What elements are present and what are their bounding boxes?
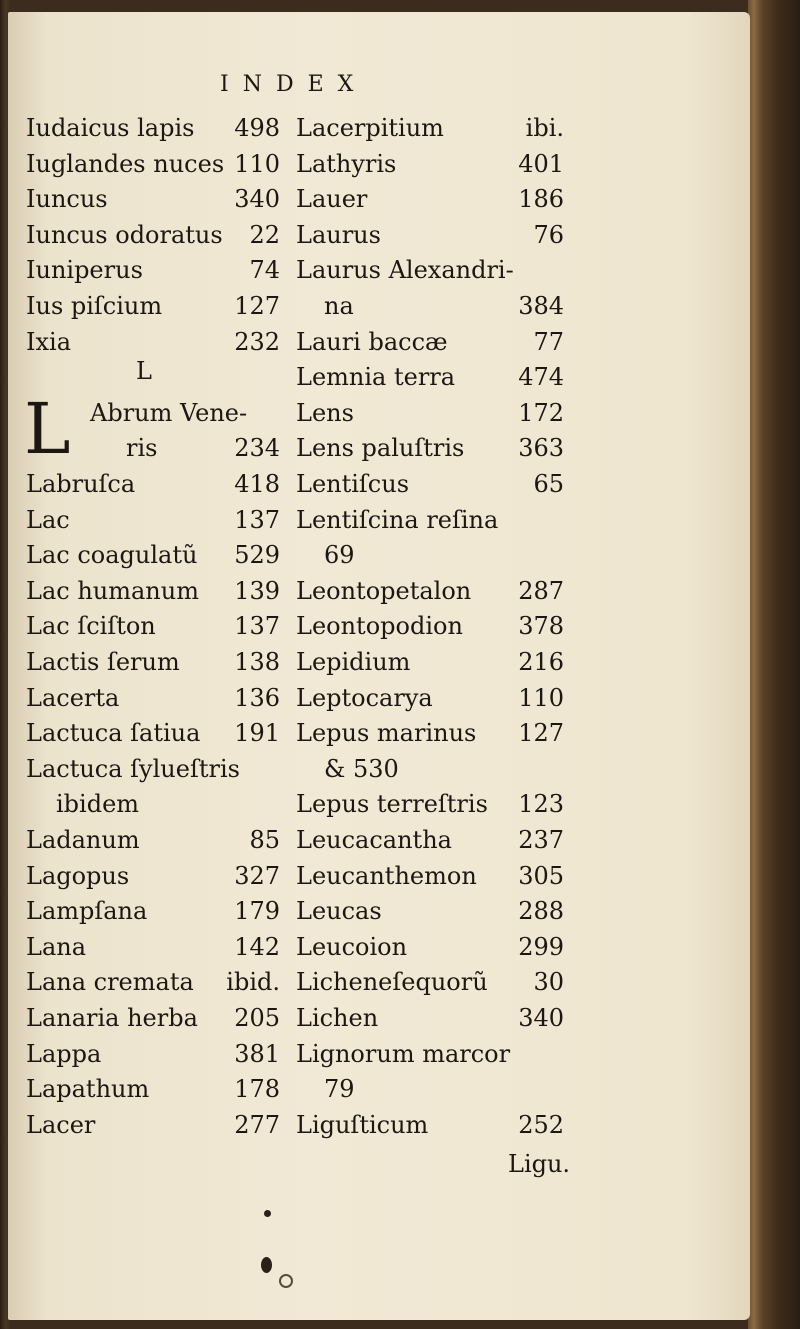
entry-term: Leontopetalon — [296, 576, 472, 605]
entry-page-number: 529 — [234, 541, 280, 570]
entry-term: Lichen — [296, 1004, 379, 1032]
entry-term: Lignorum marcor — [296, 1039, 511, 1068]
entry-term: Ius piſcium — [26, 292, 163, 320]
entry-page-number: 74 — [249, 256, 280, 285]
entry-term: & 530 — [324, 754, 399, 783]
right-index-entry — [8, 644, 750, 680]
entry-page-number: 137 — [234, 612, 280, 641]
entry-term: Lapathum — [26, 1075, 150, 1104]
entry-page-number: 340 — [518, 1004, 564, 1032]
entry-term: Lacerpitium — [296, 114, 444, 142]
entry-page-number: 127 — [518, 719, 564, 748]
right-index-entry — [8, 1000, 750, 1036]
catchword: Ligu. — [508, 1150, 571, 1178]
entry-term: Lepidium — [296, 648, 411, 676]
entry-page-number: 287 — [518, 576, 564, 605]
right-index-entry — [8, 608, 750, 644]
entry-term: Iuncus — [26, 185, 108, 214]
entry-page-number: 378 — [518, 612, 564, 641]
right-index-entry — [8, 430, 750, 466]
entry-term: ibidem — [56, 790, 140, 819]
entry-term: Laurus Alexandri- — [296, 256, 514, 285]
entry-page-number: 85 — [249, 826, 280, 854]
entry-page-number: 381 — [234, 1039, 280, 1068]
entry-term: Iuncus odoratus — [26, 220, 223, 249]
entry-term: Lens — [296, 398, 354, 427]
right-index-entry — [8, 964, 750, 1000]
entry-term: Leontopodion — [296, 612, 463, 641]
entry-page-number: 237 — [518, 826, 564, 854]
entry-term: Lemnia terra — [296, 363, 456, 392]
entry-page-number: 498 — [234, 114, 280, 142]
page-header: INDEX — [220, 72, 368, 97]
entry-term: Lactuca ſylueſtris — [26, 754, 240, 783]
entry-term: Lana — [26, 932, 87, 961]
entry-term: na — [324, 292, 354, 320]
entry-page-number: 22 — [249, 220, 280, 249]
entry-term: Lens paluſtris — [296, 434, 465, 463]
entry-term: Leptocarya — [296, 683, 433, 712]
entry-page-number: 234 — [234, 434, 280, 463]
entry-term: Lactis ſerum — [26, 648, 180, 676]
entry-page-number: 110 — [234, 149, 280, 178]
entry-term: Lac — [26, 505, 70, 534]
entry-page-number: 363 — [518, 434, 564, 463]
entry-term: Leucas — [296, 897, 382, 926]
entry-term: Leucanthemon — [296, 861, 477, 890]
entry-term: Ladanum — [26, 826, 140, 854]
right-index-entry — [8, 217, 750, 253]
entry-term: Lauer — [296, 185, 368, 214]
entry-term: Abrum Vene- — [90, 398, 248, 427]
entry-term: 69 — [324, 541, 355, 570]
entry-term: Lacerta — [26, 683, 120, 712]
entry-term: Leucacantha — [296, 826, 452, 854]
entry-term: Lac coagulatũ — [26, 541, 198, 570]
entry-term: Ixia — [26, 327, 71, 356]
entry-page-number: 327 — [234, 861, 280, 890]
entry-page-number: 232 — [234, 327, 280, 356]
entry-term: Lentiſcina reſina — [296, 505, 499, 534]
entry-page-number: 277 — [234, 1110, 280, 1139]
ink-spot — [261, 1257, 272, 1273]
right-index-entry — [8, 466, 750, 502]
right-index-entry — [8, 680, 750, 716]
entry-page-number: 179 — [234, 897, 280, 926]
entry-term: Leucoion — [296, 932, 408, 961]
right-index-entry — [8, 359, 750, 395]
entry-term: Lepus marinus — [296, 719, 477, 748]
entry-term: Lampſana — [26, 897, 148, 926]
entry-page-number: 76 — [533, 220, 564, 249]
entry-term: Iuglandes nuces — [26, 149, 225, 178]
entry-term: Licheneſequorũ — [296, 968, 488, 997]
entry-term: Lac humanum — [26, 576, 199, 605]
entry-page-number: 123 — [518, 790, 564, 819]
right-index-entry — [8, 110, 750, 146]
right-index-entry — [8, 1036, 750, 1072]
entry-page-number: 139 — [234, 576, 280, 605]
entry-page-number: 30 — [533, 968, 564, 997]
right-index-entry — [8, 537, 750, 573]
entry-term: Lappa — [26, 1039, 102, 1068]
right-index-entry — [8, 858, 750, 894]
page — [8, 12, 750, 1320]
entry-page-number: 305 — [518, 861, 564, 890]
right-index-entry — [8, 288, 750, 324]
right-index-entry — [8, 929, 750, 965]
entry-page-number: 299 — [518, 932, 564, 961]
entry-term: Lac ſciſton — [26, 612, 156, 641]
entry-term: Lepus terreſtris — [296, 790, 488, 819]
entry-page-number: 252 — [518, 1110, 564, 1139]
right-index-entry — [8, 751, 750, 787]
entry-page-number: 138 — [234, 648, 280, 676]
entry-term: Lactuca ſatiua — [26, 719, 201, 748]
drop-capital: L — [24, 388, 71, 470]
entry-page-number: 172 — [518, 398, 564, 427]
entry-page-number: 191 — [234, 719, 280, 748]
entry-page-number: 401 — [518, 149, 564, 178]
right-index-entry — [8, 786, 750, 822]
entry-page-number: 136 — [234, 683, 280, 712]
section-letter: L — [136, 357, 152, 385]
entry-page-number: 110 — [518, 683, 564, 712]
right-index-entry — [8, 146, 750, 182]
right-index-entry — [8, 252, 750, 288]
entry-term: ris — [126, 434, 158, 463]
entry-term: Lanaria herba — [26, 1004, 198, 1032]
entry-page-number: 178 — [234, 1075, 280, 1104]
entry-page-number: 384 — [518, 292, 564, 320]
ink-spot — [264, 1210, 271, 1217]
entry-page-number: ibid. — [226, 968, 280, 997]
entry-term: Lagopus — [26, 861, 130, 890]
ink-spot — [279, 1274, 293, 1288]
entry-page-number: 142 — [234, 932, 280, 961]
entry-term: Liguſticum — [296, 1110, 429, 1139]
right-index-entry — [8, 573, 750, 609]
entry-term: Lacer — [26, 1110, 96, 1139]
right-index-entry — [8, 502, 750, 538]
right-index-entry — [8, 893, 750, 929]
entry-page-number: 137 — [234, 505, 280, 534]
entry-term: Lauri baccæ — [296, 327, 448, 356]
right-index-entry — [8, 395, 750, 431]
entry-page-number: 418 — [234, 470, 280, 498]
right-index-entry — [8, 1107, 750, 1143]
right-index-entry — [8, 1071, 750, 1107]
entry-page-number: 216 — [518, 648, 564, 676]
entry-term: Lana cremata — [26, 968, 194, 997]
entry-term: Labruſca — [26, 470, 136, 498]
entry-term: Laurus — [296, 220, 381, 249]
entry-page-number: 340 — [234, 185, 280, 214]
entry-page-number: 288 — [518, 897, 564, 926]
right-index-entry — [8, 715, 750, 751]
entry-page-number: ibi. — [525, 114, 564, 142]
entry-term: 79 — [324, 1075, 355, 1104]
entry-page-number: 65 — [533, 470, 564, 498]
entry-page-number: 474 — [518, 363, 564, 392]
entry-term: Lathyris — [296, 149, 397, 178]
right-index-entry — [8, 822, 750, 858]
right-index-entry — [8, 324, 750, 360]
entry-page-number: 205 — [234, 1004, 280, 1032]
right-index-entry — [8, 181, 750, 217]
entry-term: Iuniperus — [26, 256, 143, 285]
entry-term: Lentiſcus — [296, 470, 410, 498]
entry-page-number: 77 — [533, 327, 564, 356]
entry-term: Iudaicus lapis — [26, 114, 195, 142]
book-spine — [748, 0, 800, 1329]
entry-page-number: 127 — [234, 292, 280, 320]
entry-page-number: 186 — [518, 185, 564, 214]
